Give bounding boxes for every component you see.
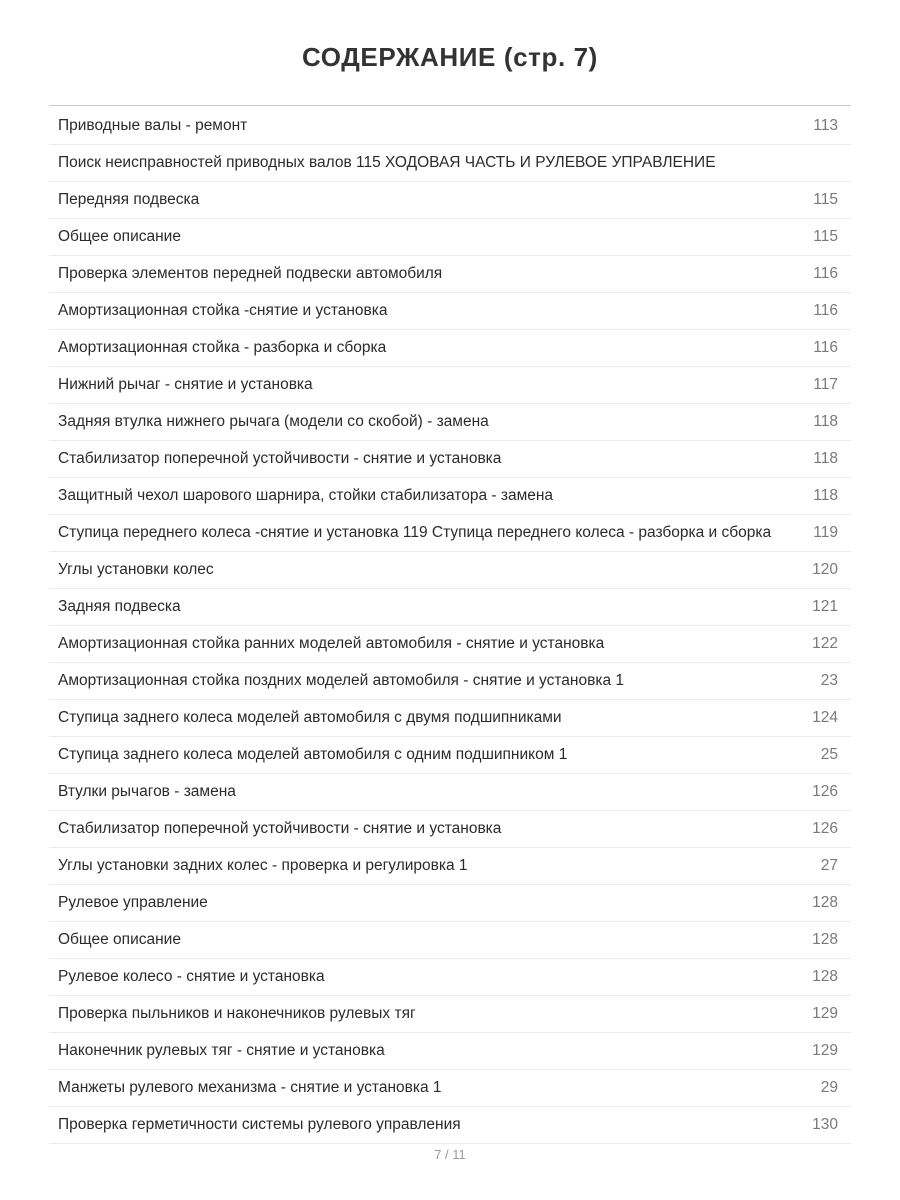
toc-entry-page-number: 122 — [812, 635, 838, 653]
toc-row[interactable] — [49, 626, 851, 663]
toc-entry-page-number: 118 — [813, 450, 838, 468]
toc-entry-title: Углы установки колес — [58, 561, 214, 579]
toc-entry-page-number: 119 — [813, 524, 838, 542]
toc-row[interactable] — [49, 959, 851, 996]
toc-entry-page-number: 117 — [813, 376, 838, 394]
toc-entry-title: Приводные валы - ремонт — [58, 117, 248, 135]
toc-row[interactable] — [49, 256, 851, 293]
toc-entry-page-number: 120 — [812, 561, 838, 579]
toc-entry-page-number: 27 — [820, 857, 838, 875]
toc-entry-page-number: 128 — [812, 931, 838, 949]
toc-row[interactable] — [49, 1107, 851, 1144]
page-title: СОДЕРЖАНИЕ (стр. 7) — [302, 42, 598, 72]
toc-entry-title: Амортизационная стойка поздних моделей автомобиля - снятие и установка 1 — [58, 672, 625, 690]
toc-entry-title: Проверка элементов передней подвески автомобиля — [58, 265, 443, 283]
toc-row[interactable] — [49, 367, 851, 404]
toc-entry-page-number: 115 — [813, 191, 838, 209]
toc-entry-title: Задняя подвеска — [58, 598, 181, 616]
toc-entry-title: Стабилизатор поперечной устойчивости - снятие и установка — [58, 450, 502, 468]
toc-entry-page-number: 115 — [813, 228, 838, 246]
toc-entry-page-number: 29 — [820, 1079, 838, 1097]
toc-row[interactable] — [49, 1070, 851, 1107]
toc-entry-title: Ступица заднего колеса моделей автомобиля с двумя подшипниками — [58, 709, 562, 727]
toc-entry-title: Углы установки задних колес - проверка и регулировка 1 — [58, 857, 468, 875]
toc-row[interactable] — [49, 145, 851, 182]
toc-entry-page-number: 129 — [812, 1005, 838, 1023]
toc-entry-title: Манжеты рулевого механизма - снятие и установка 1 — [58, 1079, 442, 1097]
toc-entry-title: Амортизационная стойка -снятие и установка — [58, 302, 388, 320]
toc-row[interactable] — [49, 663, 851, 700]
toc-entry-page-number: 124 — [812, 709, 838, 727]
toc-entry-title: Ступица заднего колеса моделей автомобиля с одним подшипником 1 — [58, 746, 568, 764]
toc-entry-title: Рулевое управление — [58, 894, 208, 912]
toc-entry-title: Стабилизатор поперечной устойчивости - снятие и установка — [58, 820, 502, 838]
toc-entry-title: Ступица переднего колеса -снятие и установка 119 Ступица переднего колеса - разборка и сборка — [58, 524, 772, 542]
toc-entry-title: Общее описание — [58, 228, 181, 246]
toc-row[interactable] — [49, 922, 851, 959]
toc-entry-title: Амортизационная стойка ранних моделей автомобиля - снятие и установка — [58, 635, 605, 653]
toc-row[interactable] — [49, 774, 851, 811]
toc-entry-page-number: 126 — [812, 820, 838, 838]
toc-row[interactable] — [49, 106, 851, 145]
toc-entry-page-number: 129 — [812, 1042, 838, 1060]
table-of-contents — [49, 106, 851, 1144]
toc-entry-title: Наконечник рулевых тяг - снятие и установка — [58, 1042, 385, 1060]
toc-row[interactable] — [49, 848, 851, 885]
toc-row[interactable] — [49, 219, 851, 256]
toc-row[interactable] — [49, 589, 851, 626]
toc-row[interactable] — [49, 737, 851, 774]
toc-entry-title: Проверка пыльников и наконечников рулевых тяг — [58, 1005, 416, 1023]
toc-row[interactable] — [49, 552, 851, 589]
toc-row[interactable] — [49, 441, 851, 478]
toc-entry-page-number: 130 — [812, 1116, 838, 1134]
toc-entry-page-number: 118 — [813, 487, 838, 505]
toc-entry-title: Задняя втулка нижнего рычага (модели со скобой) - замена — [58, 413, 489, 431]
toc-entry-title: Защитный чехол шарового шарнира, стойки стабилизатора - замена — [58, 487, 554, 505]
toc-entry-page-number: 23 — [820, 672, 838, 690]
toc-row[interactable] — [49, 182, 851, 219]
toc-entry-title: Амортизационная стойка - разборка и сборка — [58, 339, 387, 357]
toc-entry-title: Втулки рычагов - замена — [58, 783, 236, 801]
toc-entry-page-number: 116 — [813, 265, 838, 283]
toc-entry-title: Общее описание — [58, 931, 181, 949]
toc-row[interactable] — [49, 478, 851, 515]
toc-entry-title: Рулевое колесо - снятие и установка — [58, 968, 325, 986]
toc-row[interactable] — [49, 1033, 851, 1070]
toc-entry-page-number: 121 — [812, 598, 838, 616]
toc-entry-page-number: 118 — [813, 413, 838, 431]
toc-row[interactable] — [49, 885, 851, 922]
toc-entry-title: Передняя подвеска — [58, 191, 200, 209]
toc-entry-page-number: 128 — [812, 894, 838, 912]
toc-entry-page-number: 25 — [820, 746, 838, 764]
toc-entry-page-number: 113 — [813, 117, 838, 135]
toc-row[interactable] — [49, 996, 851, 1033]
toc-row[interactable] — [49, 404, 851, 441]
toc-entry-title: Проверка герметичности системы рулевого управления — [58, 1116, 461, 1134]
toc-entry-page-number: 116 — [813, 339, 838, 357]
toc-row[interactable] — [49, 811, 851, 848]
toc-entry-page-number: 128 — [812, 968, 838, 986]
toc-entry-title: Нижний рычаг - снятие и установка — [58, 376, 313, 394]
toc-row[interactable] — [49, 293, 851, 330]
toc-entry-title: Поиск неисправностей приводных валов 115 ХОДОВАЯ ЧАСТЬ И РУЛЕВОЕ УПРАВЛЕНИЕ — [58, 154, 716, 172]
toc-row[interactable] — [49, 700, 851, 737]
page-footer: 7 / 11 — [434, 1147, 466, 1162]
toc-row[interactable] — [49, 330, 851, 367]
toc-entry-page-number: 126 — [812, 783, 838, 801]
toc-row[interactable] — [49, 515, 851, 552]
toc-entry-page-number: 116 — [813, 302, 838, 320]
